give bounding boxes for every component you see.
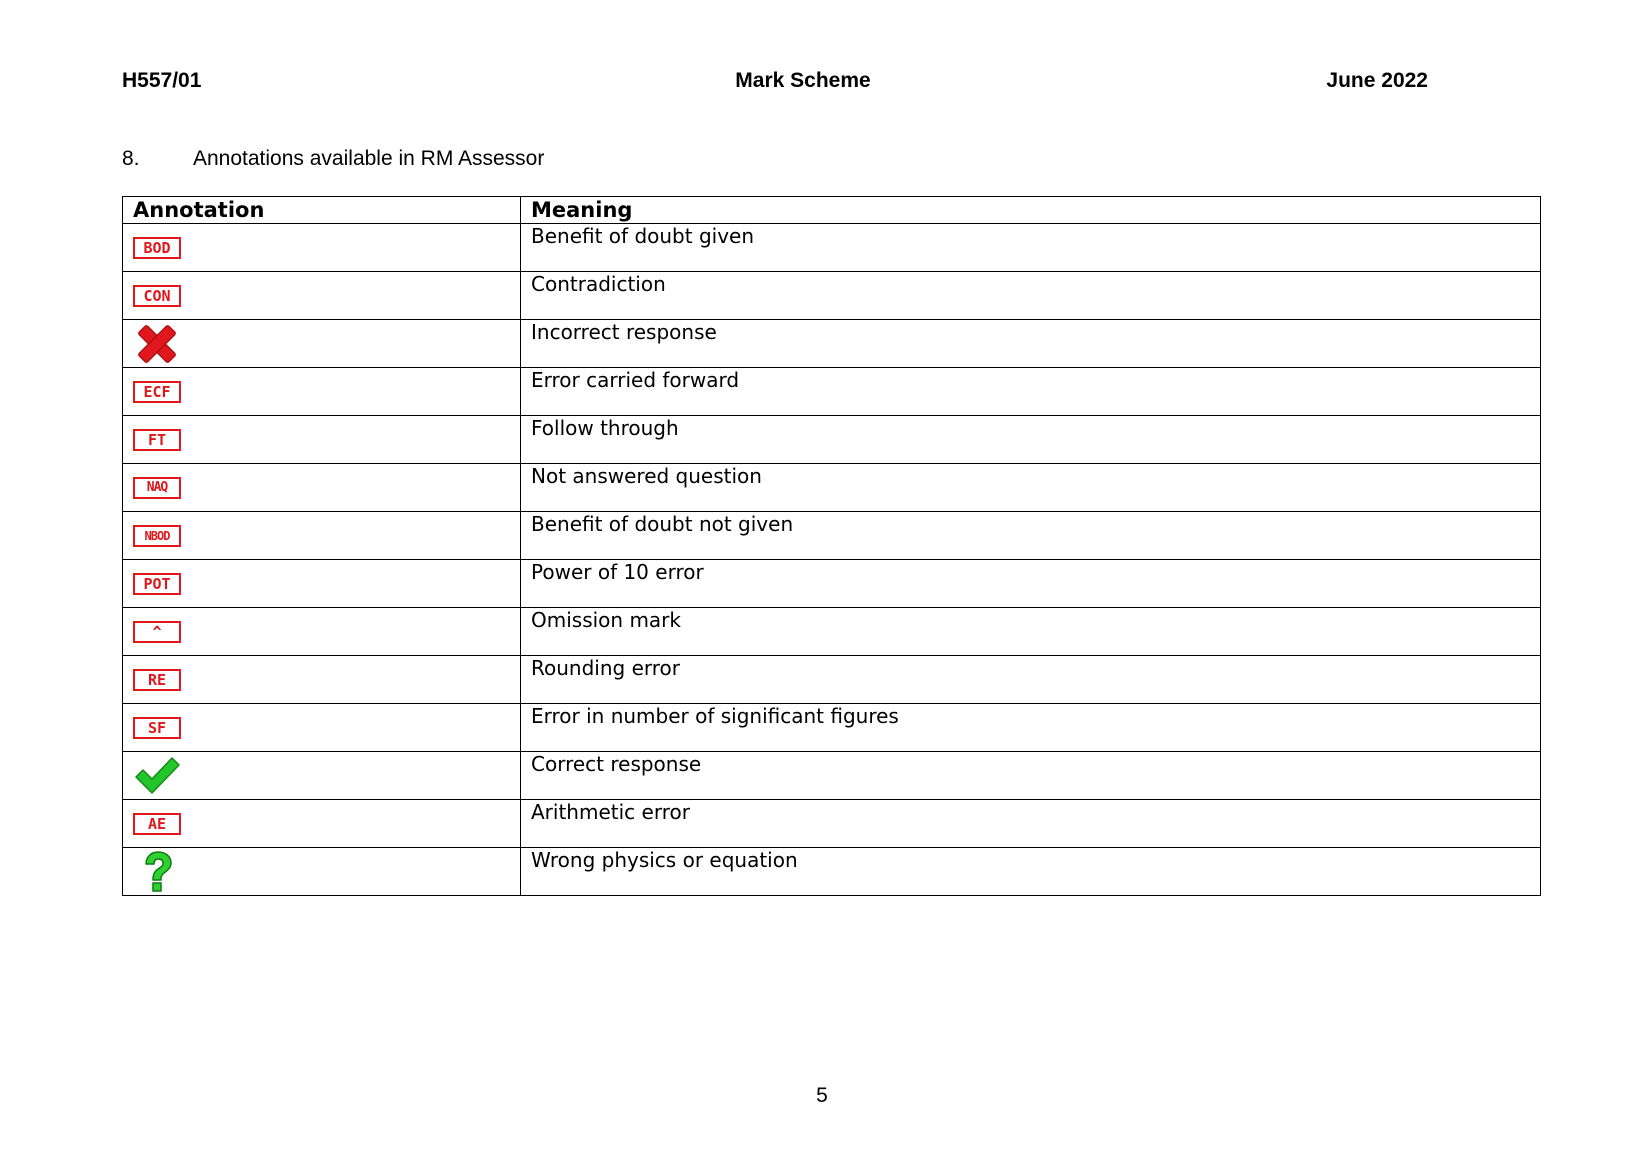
meaning-cell: Power of 10 error bbox=[521, 560, 1541, 608]
meaning-cell: Benefit of doubt not given bbox=[521, 512, 1541, 560]
section-title: Annotations available in RM Assessor bbox=[193, 147, 545, 170]
meaning-cell: Follow through bbox=[521, 416, 1541, 464]
page-number: 5 bbox=[816, 1084, 828, 1107]
header-date: June 2022 bbox=[1326, 69, 1428, 92]
meaning-cell: Benefit of doubt given bbox=[521, 224, 1541, 272]
meaning-cell: Not answered question bbox=[521, 464, 1541, 512]
header-paper-code: H557/01 bbox=[122, 69, 202, 92]
naq-stamp-icon: NAQ bbox=[133, 477, 181, 499]
column-header-annotation: Annotation bbox=[123, 197, 521, 224]
meaning-cell: Error carried forward bbox=[521, 368, 1541, 416]
section-heading bbox=[122, 148, 544, 169]
meaning-cell: Wrong physics or equation bbox=[521, 848, 1541, 896]
table-row bbox=[123, 272, 1541, 320]
table-row bbox=[123, 560, 1541, 608]
section-number: 8. bbox=[122, 147, 140, 170]
sf-stamp-icon: SF bbox=[133, 717, 181, 739]
table-row bbox=[123, 512, 1541, 560]
table-row bbox=[123, 224, 1541, 272]
table-row bbox=[123, 608, 1541, 656]
column-header-meaning: Meaning bbox=[521, 197, 1541, 224]
table-row bbox=[123, 368, 1541, 416]
nbod-stamp-icon: NBOD bbox=[133, 525, 181, 547]
meaning-cell: Incorrect response bbox=[521, 320, 1541, 368]
meaning-cell: Omission mark bbox=[521, 608, 1541, 656]
meaning-cell: Contradiction bbox=[521, 272, 1541, 320]
bod-stamp-icon: BOD bbox=[133, 237, 181, 259]
table-header-row bbox=[123, 197, 1541, 224]
table-row bbox=[123, 416, 1541, 464]
ecf-stamp-icon: ECF bbox=[133, 381, 181, 403]
table-row bbox=[123, 656, 1541, 704]
table-row bbox=[123, 464, 1541, 512]
pot-stamp-icon: POT bbox=[133, 573, 181, 595]
table-row bbox=[123, 752, 1541, 800]
re-stamp-icon: RE bbox=[133, 669, 181, 691]
table-row bbox=[123, 848, 1541, 896]
ae-stamp-icon: AE bbox=[133, 813, 181, 835]
ft-stamp-icon: FT bbox=[133, 429, 181, 451]
con-stamp-icon: CON bbox=[133, 285, 181, 307]
meaning-cell: Rounding error bbox=[521, 656, 1541, 704]
annotations-table bbox=[122, 196, 1541, 896]
meaning-cell: Correct response bbox=[521, 752, 1541, 800]
header-title: Mark Scheme bbox=[735, 69, 871, 92]
tick-icon bbox=[133, 755, 181, 797]
table-row bbox=[123, 320, 1541, 368]
meaning-cell: Error in number of significant figures bbox=[521, 704, 1541, 752]
meaning-cell: Arithmetic error bbox=[521, 800, 1541, 848]
table-row bbox=[123, 704, 1541, 752]
caret-stamp-icon: ^ bbox=[133, 621, 181, 643]
question-icon bbox=[133, 850, 181, 894]
table-row bbox=[123, 800, 1541, 848]
cross-icon bbox=[133, 323, 181, 365]
